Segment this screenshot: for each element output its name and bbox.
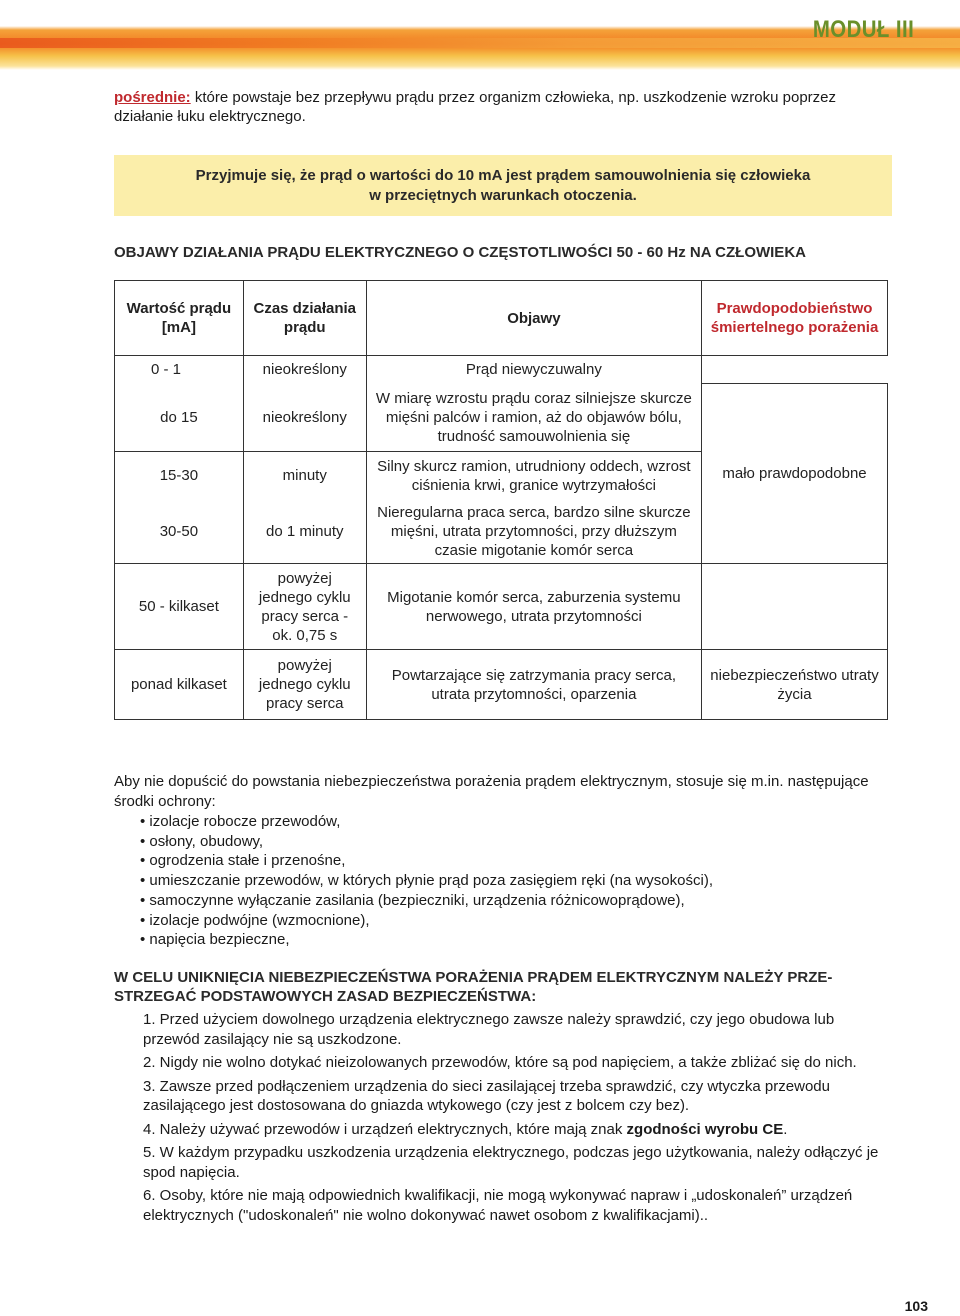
rule-1: 1. Przed użyciem dowolnego urządzenia elektrycznego zawsze należy sprawdzić, czy jego obudowa lub przewód zasilający nie są uszkodzone. xyxy=(143,1011,835,1048)
cell-value: 50 - kilkaset xyxy=(115,564,244,650)
cell-time: minuty xyxy=(243,452,366,500)
rule-2: 2. Nigdy nie wolno dotykać nieizolowanych przewodów, które są pod napięciem, a także zbliżać się do nich. xyxy=(143,1054,857,1071)
list-item: • umieszczanie przewodów, w których płynie prąd poza zasięgiem ręki (na wysokości), xyxy=(140,871,900,891)
rule-4-post: . xyxy=(783,1120,788,1138)
cell-probability-empty xyxy=(702,356,888,384)
cell-value: do 15 xyxy=(115,384,244,452)
rule-6: 6. Osoby, które nie mają odpowiednich kwalifikacji, nie mogą wykonywać napraw i „udoskonaleń” urządzeń elektrycznych ("udoskonaleń" nie wolno dokonywać nawet osobom z kwalifikacjami).. xyxy=(143,1187,853,1224)
list-item: • izolacje robocze przewodów, xyxy=(140,812,900,832)
rules-title: W CELU UNIKNIĘCIA NIEBEZPIECZEŃSTWA PORAŻENIA PRĄDEM ELEKTRYCZNYM NALEŻY PRZE- STRZEGAĆ PODSTAWOWYCH ZASAD BEZPIECZEŃSTWA: xyxy=(114,969,833,1005)
cell-symptoms: Prąd niewyczuwalny xyxy=(366,356,701,384)
cell-value: 15-30 xyxy=(115,452,244,500)
rule-4-bold: zgodności wyrobu CE xyxy=(626,1120,784,1138)
table-row xyxy=(115,356,888,384)
rule-4 xyxy=(143,1120,891,1140)
protection-list xyxy=(140,812,900,950)
cell-time: powyżej jednego cyklu pracy serca - ok. 0,75 s xyxy=(243,564,366,650)
rules-list xyxy=(143,1010,891,1229)
cell-value: 0 - 1 xyxy=(115,356,244,384)
cell-time: do 1 minuty xyxy=(243,500,366,564)
table-row xyxy=(115,650,888,720)
header-value: Wartość prądu [mA] xyxy=(115,281,244,356)
cell-symptoms: Nieregularna praca serca, bardzo silne skurcze mięśni, utrata przytomności, przy dłuższym czasie migotanie komór serca xyxy=(366,500,701,564)
intro-term: pośrednie: xyxy=(114,89,191,106)
callout-line-2: w przeciętnych warunkach otoczenia. xyxy=(369,186,637,204)
cell-time: nieokreślony xyxy=(243,356,366,384)
rule-4-pre: 4. Należy używać przewodów i urządzeń elektrycznych, które mają znak xyxy=(143,1120,627,1138)
cell-probability-empty xyxy=(702,564,888,650)
highlight-callout xyxy=(114,155,892,216)
list-item: • samoczynne wyłączanie zasilania (bezpieczniki, urządzenia różnicowoprądowe), xyxy=(140,891,900,911)
rule-3: 3. Zawsze przed podłączeniem urządzenia do sieci zasilającej trzeba sprawdzić, czy wtyczka przewodu zasilającego jest dostosowana do gniazda wtykowego (czy jest z bolcem czy bez). xyxy=(143,1077,830,1114)
cell-symptoms: Silny skurcz ramion, utrudniony oddech, wzrost ciśnienia krwi, granice wytrzymałości xyxy=(366,452,701,500)
table-title: OBJAWY DZIAŁANIA PRĄDU ELEKTRYCZNEGO O CZĘSTOTLIWOŚCI 50 - 60 Hz NA CZŁOWIEKA xyxy=(114,244,806,261)
intro-text: które powstaje bez przepływu prądu przez organizm człowieka, np. uszkodzenie wzroku poprzez działanie łuku elektrycznego. xyxy=(114,89,837,125)
table-header-row xyxy=(115,281,888,356)
header-time: Czas działania prądu xyxy=(243,281,366,356)
cell-value: 30-50 xyxy=(115,500,244,564)
cell-symptoms: Migotanie komór serca, zaburzenia systemu nerwowego, utrata przytomności xyxy=(366,564,701,650)
effects-table xyxy=(114,280,888,720)
callout-line-1: Przyjmuje się, że prąd o wartości do 10 mA jest prądem samouwolnienia się człowieka xyxy=(195,166,811,184)
list-item: • osłony, obudowy, xyxy=(140,832,900,852)
header-probability: Prawdopodobieństwo śmiertelnego porażenia xyxy=(702,281,888,356)
protection-intro: Aby nie dopuścić do powstania niebezpieczeństwa porażenia prądem elektrycznym, stosuje się m.in. następujące środki ochrony: xyxy=(114,773,869,810)
rule-5: 5. W każdym przypadku uszkodzenia urządzenia elektrycznego, podczas jego użytkowania, należy odłączyć je spod napięcia. xyxy=(143,1144,879,1181)
list-item: • napięcia bezpieczne, xyxy=(140,930,900,950)
list-item: • ogrodzenia stałe i przenośne, xyxy=(140,851,900,871)
cell-value: ponad kilkaset xyxy=(115,650,244,720)
cell-probability-high: niebezpieczeństwo utraty życia xyxy=(702,650,888,720)
page-number: 103 xyxy=(904,1298,928,1314)
cell-probability-low: mało prawdopodobne xyxy=(702,384,888,564)
header-symptoms: Objawy xyxy=(366,281,701,356)
list-item: • izolacje podwójne (wzmocnione), xyxy=(140,911,900,931)
cell-time: powyżej jednego cyklu pracy serca xyxy=(243,650,366,720)
cell-symptoms: W miarę wzrostu prądu coraz silniejsze skurcze mięśni palców i ramion, aż do objawów bólu, trudność samouwolnienia się xyxy=(366,384,701,452)
cell-time: nieokreślony xyxy=(243,384,366,452)
module-title: MODUŁ III xyxy=(812,16,914,43)
table-row xyxy=(115,564,888,650)
cell-symptoms: Powtarzające się zatrzymania pracy serca, utrata przytomności, oparzenia xyxy=(366,650,701,720)
table-row xyxy=(115,384,888,452)
intro-paragraph xyxy=(114,88,894,126)
